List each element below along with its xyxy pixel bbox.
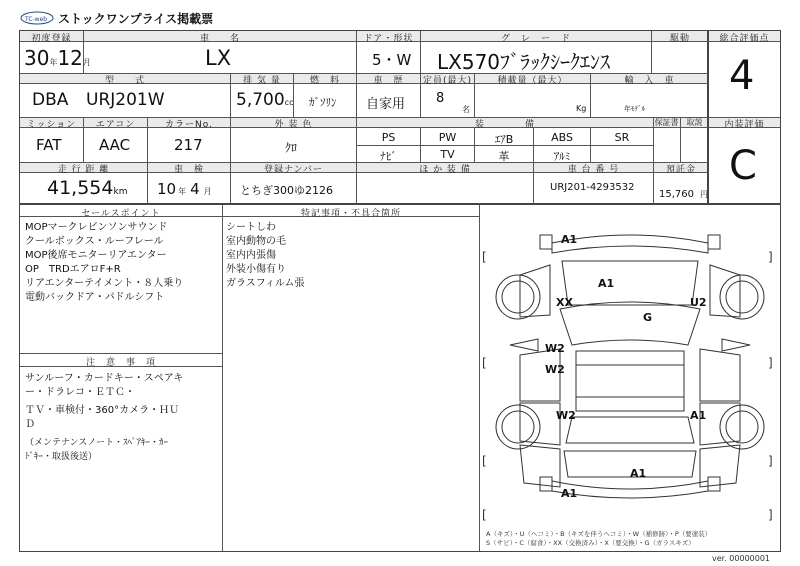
import-unit: 年ﾓﾃﾞﾙ	[624, 105, 645, 113]
list-item: OP TRDエアロF+R	[25, 264, 121, 275]
equipment-label: 装 備	[474, 120, 535, 130]
car-no-label: カラーNo.	[165, 120, 213, 130]
list-item: クールボックス・ルーフレール	[25, 236, 164, 247]
model-label: 型 式	[104, 76, 145, 86]
legend-line: S（サビ）・C（腐食）・XX（交換済み）・X（要交換）・G（ガラスキズ）	[486, 539, 695, 547]
import-label: 輸 入 車	[624, 76, 675, 86]
displacement-label: 排 気 量	[243, 76, 281, 86]
list-item: ー・ドラレコ・ＥＴＣ・	[25, 387, 135, 398]
first-reg-label: 初度登録	[31, 34, 72, 44]
chassis-value: URJ201-4293532	[550, 182, 635, 193]
svg-text:[: [	[482, 454, 487, 468]
equip-tv: TV	[440, 148, 455, 161]
list-item: ﾄﾞｷｰ・取扱後送）	[25, 452, 98, 462]
overall-score-label: 総合評価点	[719, 34, 770, 44]
list-item: MOP後席モニターリアエンター	[25, 250, 167, 261]
list-item: 電動バックドア・パドルシフト	[25, 292, 165, 303]
door-shape-label: ドア・形状	[363, 34, 414, 44]
svg-text:]: ]	[768, 250, 773, 264]
logo-icon	[20, 10, 54, 24]
drive-label: 駆動	[669, 34, 690, 44]
price-label: 預託金	[665, 165, 696, 175]
equip-abs: ABS	[551, 131, 573, 144]
car-name-label: 車 名	[199, 34, 240, 44]
damage-rear-bumper: A1	[561, 487, 578, 500]
page-title: ストックワンプライス掲載票	[58, 12, 214, 26]
list-item: シートしわ	[226, 222, 276, 233]
inspection-label: 車 検	[173, 165, 204, 175]
sales-points-label: セールスポイント	[81, 209, 161, 219]
fuel-label: 燃 料	[309, 76, 340, 86]
door-shape-value: 5・W	[372, 51, 412, 69]
list-item: 外装小傷有り	[226, 264, 286, 275]
first-reg-value: 30年12月	[24, 46, 91, 70]
equip-ps: PS	[381, 131, 396, 144]
interior-score-label: 内装評価	[724, 120, 765, 130]
cautions-label: 注 意 事 項	[85, 358, 156, 368]
damage-left-door-rear: W2	[545, 363, 565, 376]
history-label: 車 歴	[373, 76, 404, 86]
list-item: ガラスフィルム張	[226, 278, 305, 289]
svg-text:TC-web: TC-web	[25, 16, 48, 23]
equip-alloy: ｱﾙﾐ	[553, 150, 571, 163]
damage-front-bumper: A1	[561, 233, 578, 246]
sales-points-list	[25, 221, 183, 305]
damage-left-front: XX	[556, 296, 573, 309]
model-value: URJ201W	[86, 90, 165, 110]
mission-value: FAT	[36, 136, 62, 154]
equip-navi: ﾅﾋﾞ	[380, 150, 397, 163]
list-item: ＴＶ・車検付・360°カメラ・ＨＵ	[25, 405, 180, 416]
load-unit: Kg	[576, 104, 587, 113]
capacity-value: 8	[436, 91, 445, 106]
car-no-value: 217	[174, 136, 203, 154]
equip-leather: 革	[498, 150, 510, 163]
damage-left-door-front: W2	[545, 342, 565, 355]
damage-right-rear: A1	[690, 409, 707, 422]
list-item: MOPマークレビンソンサウンド	[25, 222, 168, 233]
list-item: サンルーフ・カードキー・スペアキ	[25, 373, 184, 384]
price-value: 15,760 円	[659, 189, 708, 200]
list-item: 室内内張傷	[226, 250, 276, 261]
cautions-list	[25, 372, 183, 464]
fuel-value: ｶﾞｿﾘﾝ	[309, 96, 337, 109]
svg-text:[: [	[482, 250, 487, 264]
capacity-label: 定員(最大)	[422, 76, 473, 86]
damage-rear-gate: A1	[630, 467, 647, 480]
damage-legend	[486, 530, 711, 548]
damage-windshield: G	[643, 311, 653, 324]
aircon-label: エアコン	[95, 120, 136, 130]
displacement-value: 5,700cc	[236, 90, 294, 110]
inspection-value: 10 年 4 月	[157, 180, 212, 198]
svg-text:]: ]	[768, 508, 773, 522]
notes-list	[226, 221, 305, 291]
svg-text:]: ]	[768, 454, 773, 468]
interior-score-value: C	[729, 143, 757, 189]
grade-value: LX570ﾌﾞﾗｯｸｼｰｸｴﾝｽ	[437, 50, 611, 74]
equip-airbag: ｴｱB	[494, 133, 514, 146]
damage-hood: A1	[598, 277, 615, 290]
list-item: Ｄ	[25, 419, 35, 430]
model-prefix-value: DBA	[32, 90, 69, 110]
damage-right-front: U2	[690, 296, 707, 309]
overall-score-value: 4	[729, 53, 755, 99]
chassis-label: 車 台 番 号	[567, 165, 620, 175]
notes-label: 特記事項・不具合箇所	[300, 209, 401, 219]
other-equip-label: ほ か 装 備	[419, 165, 471, 175]
mileage-label: 走 行 距 離	[57, 165, 110, 175]
exterior-label: 外 装 色	[274, 120, 313, 130]
grade-label: グ レ ー ド	[500, 34, 571, 44]
damage-left-rear: W2	[556, 409, 576, 422]
svg-text:]: ]	[768, 356, 773, 370]
car-name-value: LX	[205, 46, 232, 70]
list-item: リアエンターテイメント・８人乗り	[25, 278, 184, 289]
list-item: （メンテナンスノート・ｽﾍﾟｱｷｰ・ｶｰ	[25, 438, 169, 448]
load-label: 積載量（最大）	[497, 76, 568, 86]
svg-text:[: [	[482, 356, 487, 370]
capacity-unit: 名	[462, 105, 470, 114]
svg-text:[: [	[482, 508, 487, 522]
mileage-value: 41,554km	[47, 177, 128, 199]
equip-pw: PW	[438, 131, 457, 144]
version-label: ver. 00000001	[712, 554, 771, 563]
equip-sr: SR	[614, 131, 630, 144]
plate-value: とちぎ300ゆ2126	[240, 184, 333, 197]
aircon-value: AAC	[99, 136, 131, 154]
mission-label: ミッション	[26, 120, 77, 130]
legend-line: A（キズ）・U（ヘコミ）・B（キズを伴うヘコミ）・W（補修跡）・P（要塗装）	[486, 530, 712, 538]
plate-label: 登録ナンバー	[264, 165, 323, 175]
manual-label: 取説	[686, 118, 703, 127]
history-value: 自家用	[366, 97, 406, 112]
list-item: 室内動物の毛	[226, 236, 286, 247]
exterior-value: ｸﾛ	[285, 141, 298, 155]
warranty-label: 保証書	[654, 118, 679, 127]
